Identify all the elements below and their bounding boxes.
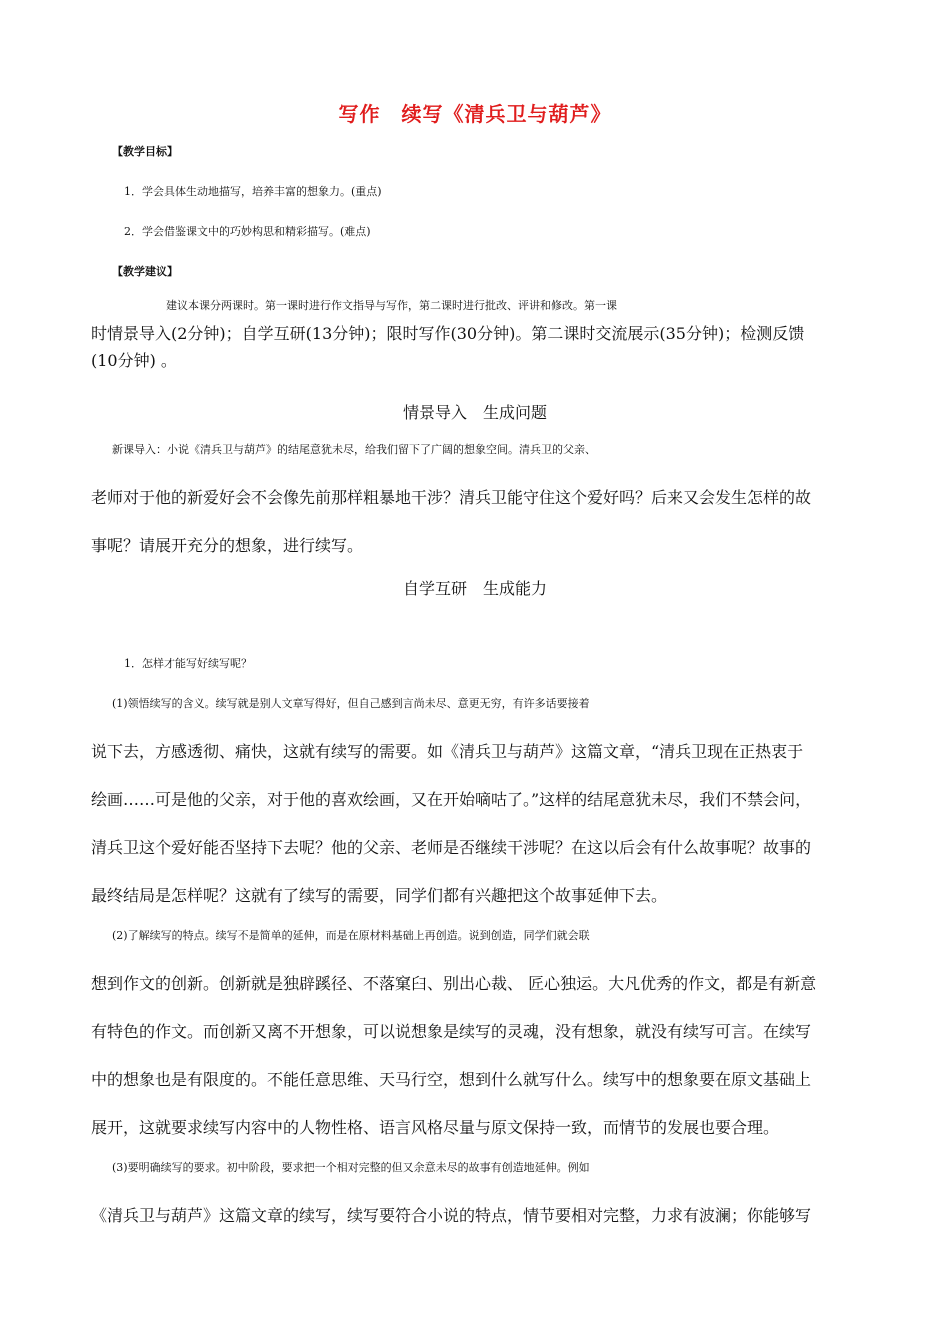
advice-heading: 【教学建议】 bbox=[112, 265, 178, 278]
question: 1．怎样才能写好续写呢？ bbox=[124, 657, 252, 670]
paragraph-line: (3)要明确续写的要求。初中阶段，要求把一个相对完整的但又余意未尽的故事有创造地延伸。例如 bbox=[112, 1161, 590, 1174]
intro-line: 新课导入：小说《清兵卫与葫芦》的结尾意犹未尽，给我们留下了广阔的想象空间。清兵卫的父亲、 bbox=[112, 443, 596, 456]
paragraph-line: 中的想象也是有限度的。不能任意思维、天马行空，想到什么就写什么。续写中的想象要在原文基础上 bbox=[91, 1070, 812, 1089]
section-heading: 情景导入 生成问题 bbox=[402, 403, 547, 422]
intro-line: 事呢？请展开充分的想象，进行续写。 bbox=[91, 536, 364, 555]
advice-line: 建议本课分两课时。第一课时进行作文指导与写作，第二课时进行批改、评讲和修改。第一课 bbox=[166, 299, 617, 312]
goal-item: 2．学会借鉴课文中的巧妙构思和精彩描写。(难点) bbox=[124, 225, 371, 238]
advice-line: (10分钟) 。 bbox=[91, 351, 177, 370]
paragraph-line: 展开，这就要求续写内容中的人物性格、语言风格尽量与原文保持一致，而情节的发展也要合理。 bbox=[91, 1118, 780, 1137]
paragraph-line: 说下去，方感透彻、痛快，这就有续写的需要。如《清兵卫与葫芦》这篇文章，“清兵卫现在正热衷于 bbox=[91, 742, 804, 761]
paragraph-line: 最终结局是怎样呢？这就有了续写的需要，同学们都有兴趣把这个故事延伸下去。 bbox=[91, 886, 668, 905]
paragraph-line: (2)了解续写的特点。续写不是简单的延伸，而是在原材料基础上再创造。说到创造，同学们就会联 bbox=[112, 929, 590, 942]
paragraph-line: (1)领悟续写的含义。续写就是别人文章写得好，但自己感到言尚未尽、意更无穷，有许多话要接着 bbox=[112, 697, 590, 710]
paragraph-line: 有特色的作文。而创新又离不开想象，可以说想象是续写的灵魂，没有想象，就没有续写可言。在续写 bbox=[91, 1022, 812, 1041]
paragraph-line: 清兵卫这个爱好能否坚持下去呢？他的父亲、老师是否继续干涉呢？在这以后会有什么故事呢？故事的 bbox=[91, 838, 812, 857]
advice-line: 时情景导入(2分钟)；自学互研(13分钟)；限时写作(30分钟)。第二课时交流展示(35分钟)；检测反馈 bbox=[91, 324, 805, 343]
paragraph-line: 《清兵卫与葫芦》这篇文章的续写，续写要符合小说的特点，情节要相对完整，力求有波澜；你能够写 bbox=[91, 1206, 812, 1225]
intro-line: 老师对于他的新爱好会不会像先前那样粗暴地干涉？清兵卫能守住这个爱好吗？后来又会发生怎样的故 bbox=[91, 488, 812, 507]
paragraph-line: 想到作文的创新。创新就是独辟蹊径、不落窠臼、别出心裁、 匠心独运。大凡优秀的作文，都是有新意 bbox=[91, 974, 817, 993]
document-title: 写作 续写《清兵卫与葫芦》 bbox=[338, 102, 612, 126]
paragraph-line: 绘画……可是他的父亲，对于他的喜欢绘画，又在开始嘀咕了。”这样的结尾意犹未尽，我们不禁会问， bbox=[91, 790, 812, 809]
section-heading: 自学互研 生成能力 bbox=[402, 579, 547, 598]
goal-item: 1．学会具体生动地描写，培养丰富的想象力。(重点) bbox=[124, 185, 382, 198]
goals-heading: 【教学目标】 bbox=[112, 145, 178, 158]
